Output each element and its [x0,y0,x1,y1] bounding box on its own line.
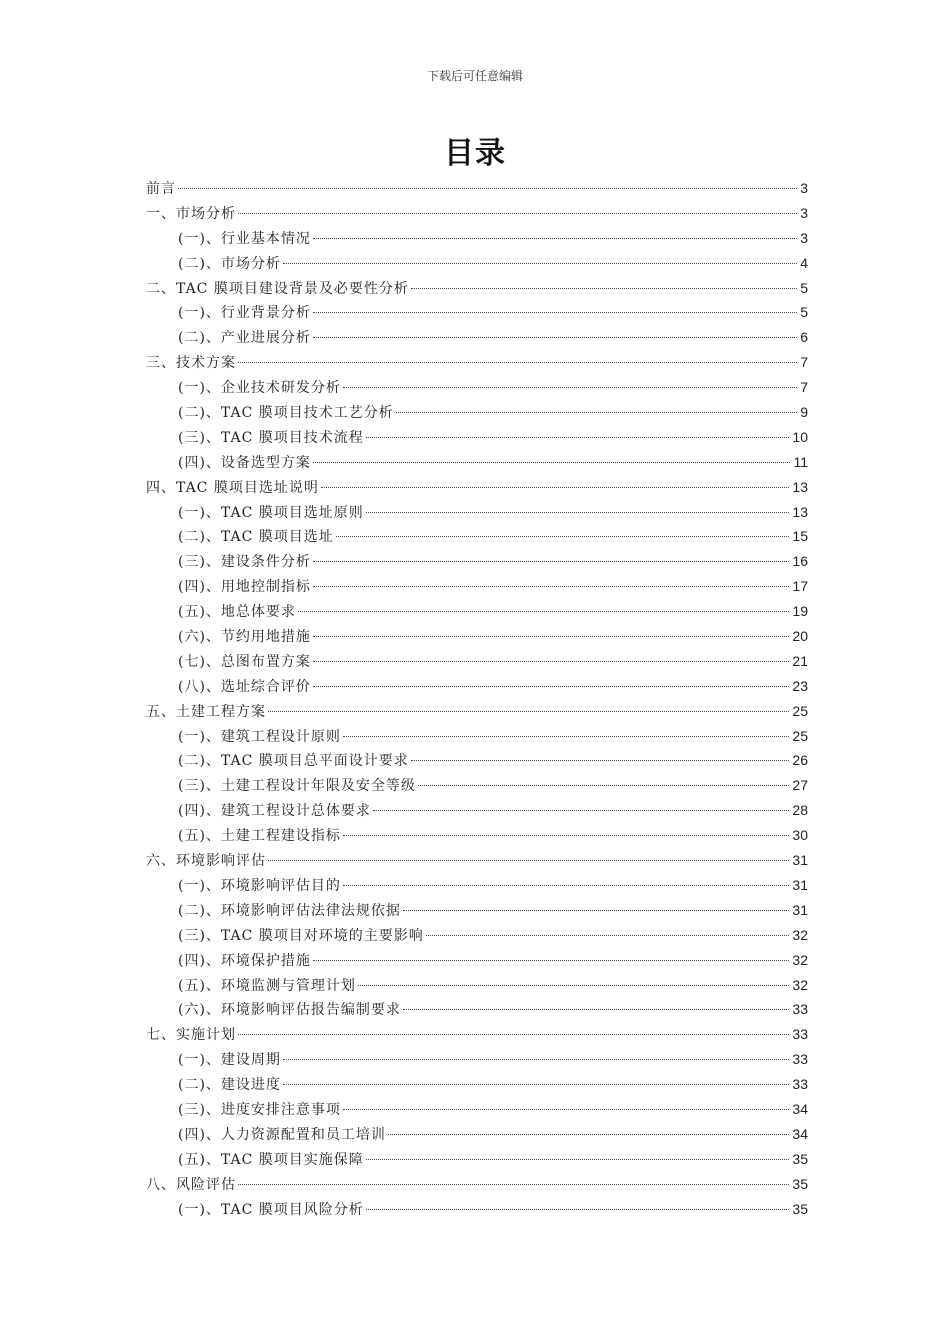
toc-subentry[interactable] [146,549,808,574]
toc-subentry[interactable] [146,1047,808,1072]
toc-entry-page-number: 4 [800,254,808,271]
toc-entry-label: (五)、TAC 膜项目实施保障 [178,1151,364,1168]
toc-entry-label: (三)、建设条件分析 [178,554,311,571]
toc-entry-page-number: 16 [792,553,808,570]
dot-leader [373,810,789,811]
toc-entry-label: (二)、市场分析 [178,255,281,272]
toc-entry-label: (二)、TAC 膜项目选址 [178,529,334,546]
toc-entry-page-number: 10 [792,428,808,445]
dot-leader [321,487,790,488]
toc-subentry[interactable] [146,574,808,599]
dot-leader [343,736,789,737]
toc-entry-label: (二)、环境影响评估法律法规依据 [178,902,401,919]
toc-entry[interactable] [146,176,808,201]
toc-entry-page-number: 28 [792,802,808,819]
toc-entry-page-number: 3 [800,204,808,221]
toc-entry-label: 二、TAC 膜项目建设背景及必要性分析 [146,280,409,297]
toc-subentry[interactable] [146,649,808,674]
dot-leader [283,1084,789,1085]
toc-entry-label: (一)、TAC 膜项目风险分析 [178,1201,364,1218]
toc-subentry[interactable] [146,300,808,325]
toc-subentry[interactable] [146,425,808,450]
toc-subentry[interactable] [146,1147,808,1172]
toc-entry-page-number: 35 [792,1200,808,1217]
toc-entry-page-number: 33 [792,1026,808,1043]
toc-entry-page-number: 33 [792,1001,808,1018]
toc-subentry[interactable] [146,923,808,948]
dot-leader [396,412,797,413]
toc-entry-label: (三)、土建工程设计年限及安全等级 [178,778,416,795]
toc-entry-page-number: 3 [800,180,808,196]
toc-entry-page-number: 20 [792,628,808,645]
toc-subentry[interactable] [146,450,808,475]
dot-leader [313,238,797,239]
toc-subentry[interactable] [146,251,808,276]
toc-entry-label: (一)、环境影响评估目的 [178,877,341,894]
toc-subentry[interactable] [146,724,808,749]
toc-subentry[interactable] [146,674,808,699]
toc-entry[interactable] [146,1022,808,1047]
toc-entry[interactable] [146,276,808,301]
dot-leader [313,636,789,637]
toc-entry-label: (二)、建设进度 [178,1077,281,1094]
dot-leader [343,1109,789,1110]
dot-leader [268,711,789,712]
dot-leader [313,661,789,662]
toc-subentry[interactable] [146,599,808,624]
toc-subentry[interactable] [146,948,808,973]
toc-subentry[interactable] [146,400,808,425]
toc-entry-label: (四)、设备选型方案 [178,454,311,471]
toc-entry[interactable] [146,350,808,375]
dot-leader [313,686,789,687]
dot-leader [238,213,797,214]
toc-entry-page-number: 3 [800,229,808,246]
toc-entry-label: (一)、行业背景分析 [178,305,311,322]
toc-subentry[interactable] [146,997,808,1022]
toc-entry-label: (四)、用地控制指标 [178,579,311,596]
dot-leader [343,387,797,388]
toc-subentry[interactable] [146,823,808,848]
toc-entry-label: (五)、土建工程建设指标 [178,828,341,845]
dot-leader [336,536,790,537]
dot-leader [313,960,789,961]
dot-leader [283,263,797,264]
dot-leader [313,586,789,587]
toc-entry-label: (一)、建设周期 [178,1052,281,1069]
dot-leader [238,1034,789,1035]
toc-entry-page-number: 25 [792,702,808,719]
toc-subentry[interactable] [146,798,808,823]
dot-leader [268,860,789,861]
dot-leader [403,910,789,911]
toc-entry-page-number: 6 [800,329,808,346]
toc-entry-page-number: 34 [792,1100,808,1117]
toc-entry-page-number: 23 [792,677,808,694]
dot-leader [283,1059,789,1060]
dot-leader [366,512,790,513]
toc-entry-label: (八)、选址综合评价 [178,678,311,695]
toc-entry-label: (三)、进度安排注意事项 [178,1101,341,1118]
toc-entry-label: (二)、产业进展分析 [178,330,311,347]
dot-leader [343,835,789,836]
toc-entry[interactable] [146,1172,808,1197]
toc-entry-label: (七)、总图布置方案 [178,653,311,670]
toc-entry-label: 八、风险评估 [146,1176,236,1193]
toc-entry-label: (一)、TAC 膜项目选址原则 [178,504,364,521]
toc-entry-label: (四)、建筑工程设计总体要求 [178,803,371,820]
toc-entry-page-number: 26 [792,752,808,769]
toc-entry[interactable] [146,848,808,873]
dot-leader [403,1009,789,1010]
toc-entry-page-number: 30 [792,827,808,844]
toc-entry-page-number: 31 [792,901,808,918]
toc-entry-label: 四、TAC 膜项目选址说明 [146,479,319,496]
toc-entry-page-number: 31 [792,876,808,893]
toc-entry-label: 五、土建工程方案 [146,703,266,720]
toc-entry-page-number: 32 [792,926,808,943]
toc-entry-label: (六)、环境影响评估报告编制要求 [178,1002,401,1019]
toc-entry-page-number: 9 [800,404,808,421]
dot-leader [238,362,797,363]
dot-leader [313,312,797,313]
toc-subentry[interactable] [146,973,808,998]
toc-entry-page-number: 5 [800,279,808,296]
toc-entry[interactable] [146,201,808,226]
dot-leader [418,785,789,786]
toc-subentry[interactable] [146,524,808,549]
toc-entry-page-number: 31 [792,852,808,869]
toc-entry[interactable] [146,475,808,500]
dot-leader [388,1134,789,1135]
toc-entry-page-number: 25 [792,727,808,744]
toc-subentry[interactable] [146,624,808,649]
toc-entry-page-number: 7 [800,354,808,371]
toc-subentry[interactable] [146,773,808,798]
toc-entry-page-number: 32 [792,976,808,993]
dot-leader [426,935,790,936]
dot-leader [366,437,790,438]
toc-entry-label: 一、市场分析 [146,205,236,222]
toc-subentry[interactable] [146,1097,808,1122]
toc-entry-page-number: 17 [792,578,808,595]
toc-entry-page-number: 19 [792,603,808,620]
toc-entry-label: (三)、TAC 膜项目技术流程 [178,429,364,446]
toc-entry-label: (五)、环境监测与管理计划 [178,977,356,994]
toc-entry-label: (二)、TAC 膜项目总平面设计要求 [178,753,409,770]
dot-leader [343,885,789,886]
toc-entry-page-number: 7 [800,379,808,396]
dot-leader [411,288,797,289]
toc-entry-label: (五)、地总体要求 [178,604,296,621]
toc-entry-page-number: 34 [792,1125,808,1142]
toc-entry-page-number: 13 [792,478,808,495]
toc-entry-label: (三)、TAC 膜项目对环境的主要影响 [178,927,424,944]
toc-entry-label: 六、环境影响评估 [146,853,266,870]
dot-leader [313,337,797,338]
toc-entry-label: (六)、节约用地措施 [178,629,311,646]
dot-leader [313,462,791,463]
toc-subentry[interactable] [146,1197,808,1222]
toc-subentry[interactable] [146,898,808,923]
toc-subentry[interactable] [146,1122,808,1147]
toc-entry-label: (一)、企业技术研发分析 [178,380,341,397]
dot-leader [358,985,789,986]
dot-leader [313,561,789,562]
table-of-contents [146,176,808,1221]
toc-entry-page-number: 35 [792,1175,808,1192]
toc-entry-label: (四)、环境保护措施 [178,952,311,969]
dot-leader [366,1209,790,1210]
toc-entry-page-number: 11 [793,453,808,470]
toc-entry-page-number: 5 [800,304,808,321]
toc-entry-page-number: 35 [792,1150,808,1167]
toc-subentry[interactable] [146,1072,808,1097]
dot-leader [298,611,789,612]
toc-entry-label: (二)、TAC 膜项目技术工艺分析 [178,405,394,422]
toc-entry-label: 前言 [146,181,176,197]
toc-entry[interactable] [146,699,808,724]
page-header: 下载后可任意编辑 [426,69,523,83]
toc-entry-page-number: 33 [792,1051,808,1068]
toc-entry-page-number: 15 [792,528,808,545]
toc-entry-label: (一)、行业基本情况 [178,230,311,247]
toc-subentry[interactable] [146,748,808,773]
toc-entry-page-number: 21 [792,652,808,669]
toc-entry-page-number: 27 [792,777,808,794]
toc-entry-label: 三、技术方案 [146,355,236,372]
dot-leader [411,760,790,761]
page-title: 目录 [444,136,506,171]
toc-entry-page-number: 32 [792,951,808,968]
dot-leader [238,1184,789,1185]
toc-entry-page-number: 33 [792,1076,808,1093]
toc-subentry[interactable] [146,500,808,525]
toc-subentry[interactable] [146,325,808,350]
toc-entry-label: (一)、建筑工程设计原则 [178,728,341,745]
toc-entry-label: (四)、人力资源配置和员工培训 [178,1126,386,1143]
toc-entry-label: 七、实施计划 [146,1027,236,1044]
toc-subentry[interactable] [146,375,808,400]
dot-leader [366,1159,790,1160]
toc-subentry[interactable] [146,873,808,898]
dot-leader [178,188,797,189]
toc-entry-page-number: 13 [792,503,808,520]
toc-subentry[interactable] [146,226,808,251]
